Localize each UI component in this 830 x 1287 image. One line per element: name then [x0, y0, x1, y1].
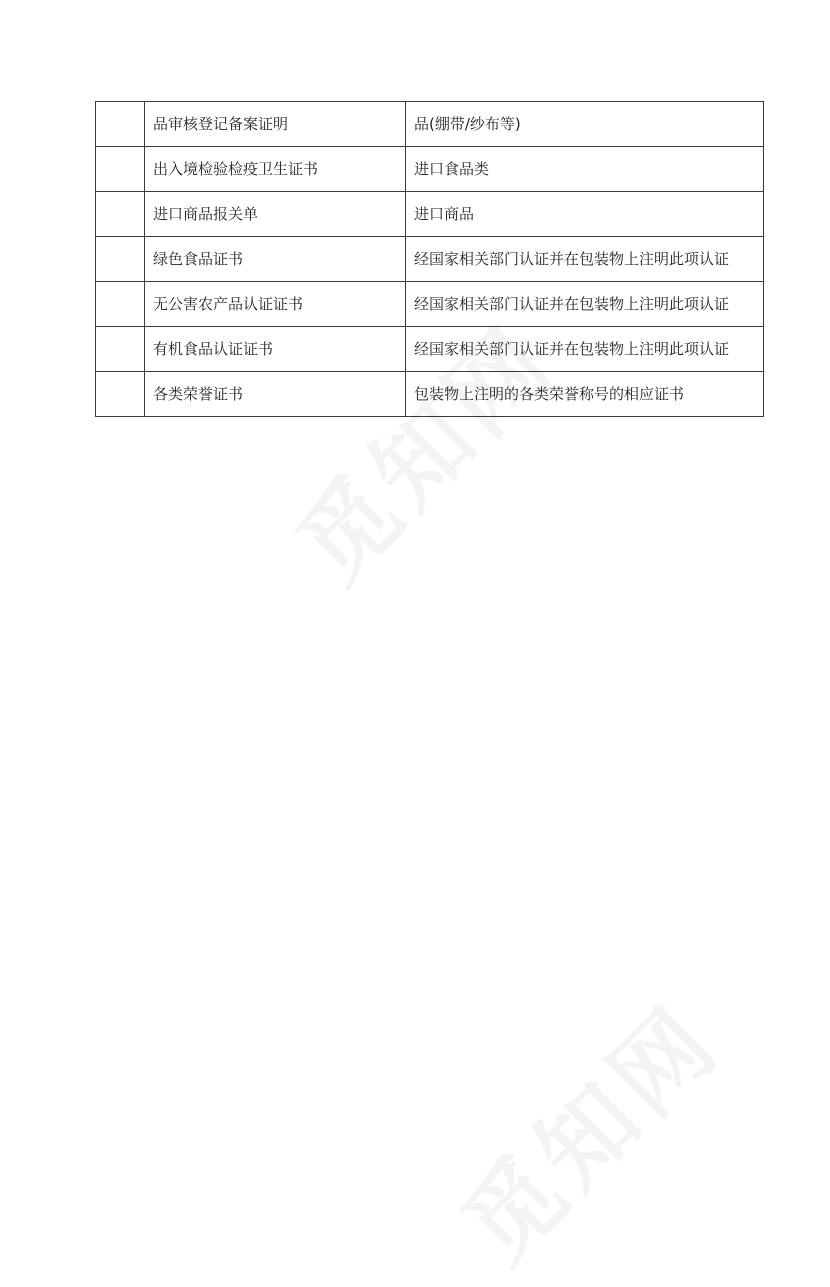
table-row	[96, 372, 764, 417]
certificate-table	[95, 101, 764, 417]
certificate-name-cell: 无公害农产品认证证书	[145, 282, 406, 327]
row-number-cell	[96, 192, 145, 237]
certificate-name-cell: 绿色食品证书	[145, 237, 406, 282]
certificate-name-cell: 进口商品报关单	[145, 192, 406, 237]
row-number-cell	[96, 147, 145, 192]
certificate-name-cell: 各类荣誉证书	[145, 372, 406, 417]
row-number-cell	[96, 102, 145, 147]
table-row	[96, 282, 764, 327]
table-row	[96, 327, 764, 372]
scope-cell: 经国家相关部门认证并在包装物上注明此项认证	[406, 327, 764, 372]
row-number-cell	[96, 282, 145, 327]
certificate-name-cell: 品审核登记备案证明	[145, 102, 406, 147]
table-row	[96, 237, 764, 282]
table-row	[96, 192, 764, 237]
certificate-name-cell: 有机食品认证证书	[145, 327, 406, 372]
row-number-cell	[96, 327, 145, 372]
scope-cell: 进口食品类	[406, 147, 764, 192]
certificate-name-cell: 出入境检验检疫卫生证书	[145, 147, 406, 192]
scope-cell: 包装物上注明的各类荣誉称号的相应证书	[406, 372, 764, 417]
row-number-cell	[96, 372, 145, 417]
scope-cell: 经国家相关部门认证并在包装物上注明此项认证	[406, 237, 764, 282]
scope-cell: 经国家相关部门认证并在包装物上注明此项认证	[406, 282, 764, 327]
row-number-cell	[96, 237, 145, 282]
scope-cell: 进口商品	[406, 192, 764, 237]
table-row	[96, 102, 764, 147]
scope-cell: 品(绷带/纱布等)	[406, 102, 764, 147]
table-row	[96, 147, 764, 192]
watermark	[427, 970, 744, 1287]
